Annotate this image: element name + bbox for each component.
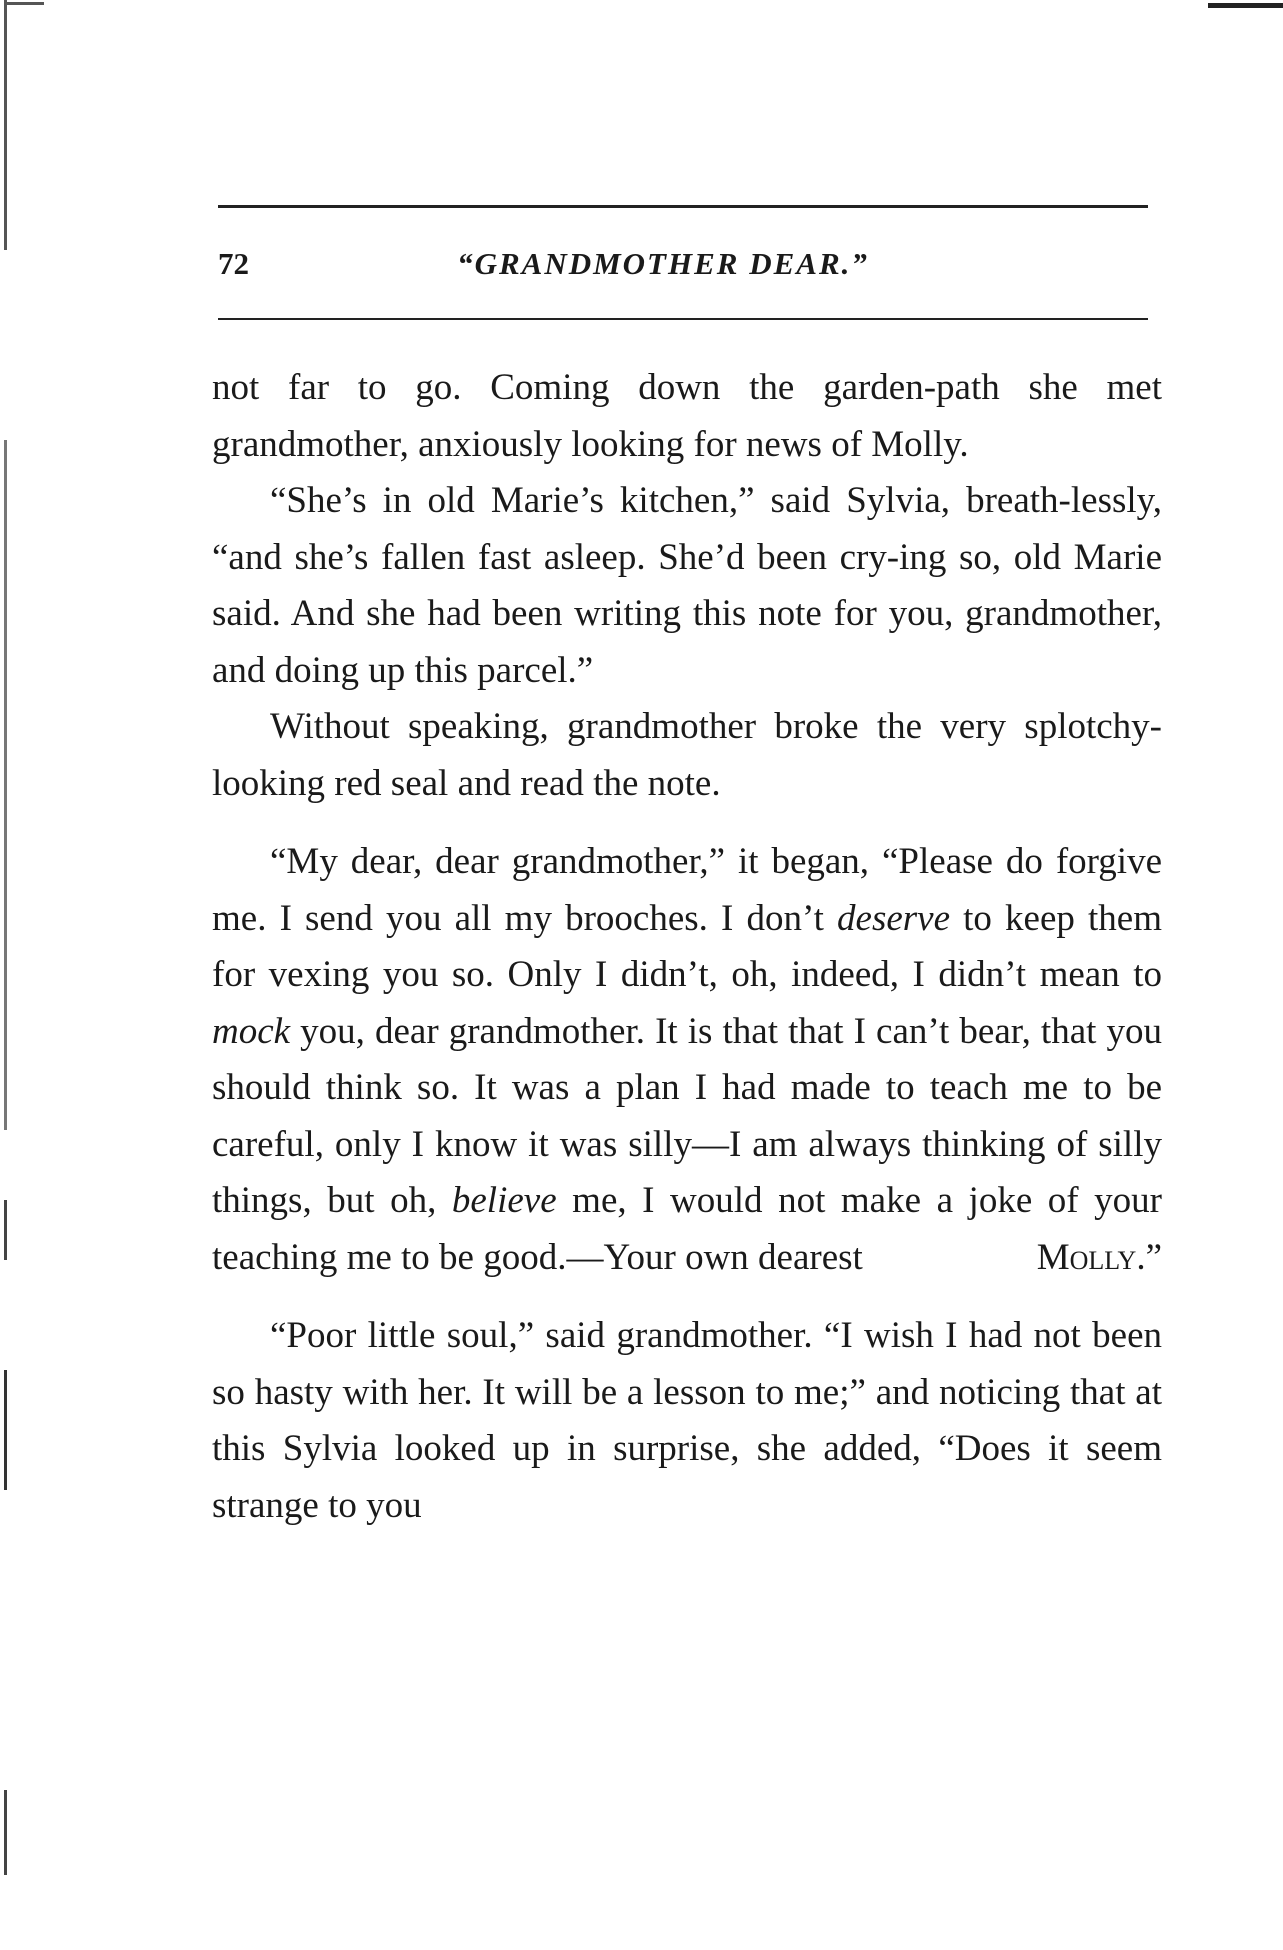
letter-emphasis: believe	[451, 1180, 557, 1221]
letter-emphasis: deserve	[837, 897, 951, 939]
running-title: “GRANDMOTHER DEAR.”	[457, 246, 869, 281]
letter-signature: Molly.”	[1036, 1236, 1162, 1278]
corner-mark	[1208, 3, 1283, 8]
letter-text: me, I would not make a joke of your teaching me to be good.—Your own dearest	[212, 1180, 1162, 1278]
letter-text: to keep them for vexing you so. Only I didn’t, oh, indeed, I didn’t mean to	[212, 897, 1162, 995]
page-edge-shadow	[4, 0, 7, 1950]
header-rule-top	[218, 205, 1148, 208]
paragraph-poor-little-soul: “Poor little soul,” said grandmother. “I wish I had not been so hasty with her. It will be a lesson to me;” and noticing that at this Sylvia looked up in surprise, she added, “Does it seem strange to you	[212, 1315, 1162, 1526]
header-rule-bottom	[218, 318, 1148, 320]
paragraph-continuation: not far to go. Coming down the garden-path she met grandmother, anxiously looking for news of Molly.	[212, 367, 1162, 465]
letter-text: “My dear, dear grandmother,” it began, “Please do forgive me. I send you all my brooches. I don’t	[212, 841, 1162, 939]
letter-emphasis: mock	[212, 1010, 291, 1052]
running-head	[218, 246, 1148, 296]
paragraph-seal: Without speaking, grandmother broke the very splotchy-looking red seal and read the note.	[212, 706, 1162, 804]
body-text	[212, 360, 1162, 1534]
page-number: 72	[218, 246, 249, 281]
letter-paragraph	[212, 834, 1162, 1286]
letter-text: you, dear grandmother. It is that that I can’t bear, that you should think so. It was a plan I had made to teach me to be careful, only I know it was silly—I am always thinking of silly things, but oh,	[212, 1010, 1162, 1221]
page-edge-top	[4, 2, 44, 5]
paragraph-sylvia-speech: “She’s in old Marie’s kitchen,” said Sylvia, breath-lessly, “and she’s fallen fast asleep. She’d been cry-ing so, old Marie said. And she had been writing this note for you, grandmother, and doing up this parcel.”	[212, 480, 1162, 691]
